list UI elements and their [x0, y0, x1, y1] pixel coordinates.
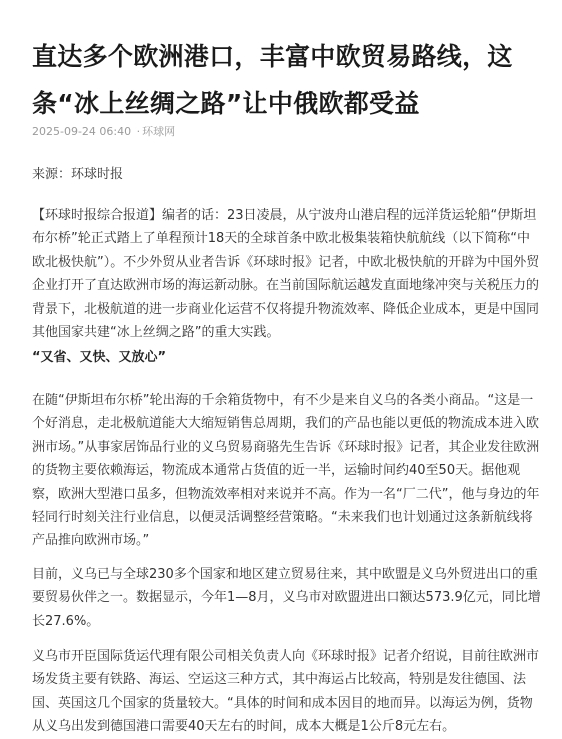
paragraph-intro: 【环球时报综合报道】编者的话：23日凌晨，从宁波舟山港启程的远洋货运轮船“伊斯坦布尔桥”轮正式踏上了单程预计18天的全球首条中欧北极集装箱快航航线（以下简称“中欧北极快航”）。不少外贸从业者告诉《环球时报》记者，中欧北极快航的开辟为中国外贸企业打开了直达欧洲市场的海运新动脉。在当前国际航运越发直面地缘冲突与关税压力的背景下，北极航道的进一步商业化运营不仅将提升物流效率、降低企业成本，更是中国同其他国家共建“冰上丝绸之路”的重大实践。 — [32, 208, 540, 341]
section-subheading: “又省、又快、又放心” — [32, 350, 167, 365]
publish-date: 2025-09-24 06:40 — [32, 125, 132, 138]
meta-separator: · — [136, 125, 141, 138]
paragraph-trade-stats: 目前，义乌已与全球230多个国家和地区建立贸易往来，其中欧盟是义乌外贸进出口的重要贸易伙伴之一。数据显示，今年1—8月，义乌市对欧盟进出口额达573.9亿元，同比增长27.6%。 — [32, 567, 541, 629]
article-source: 来源：环球时报 — [32, 167, 124, 182]
article-title: 直达多个欧洲港口，丰富中欧贸易路线，这条“冰上丝绸之路”让中俄欧都受益 — [32, 42, 513, 118]
paragraph-yiwu-goods: 在随“伊斯坦布尔桥”轮出海的千余箱货物中，有不少是来自义乌的各类小商品。“这是一个好消息，走北极航道能大大缩短销售总周期，我们的产品也能以更低的物流成本进入欧洲市场。”从事家居饰品行业的义乌贸易商骆先生告诉《环球时报》记者，其企业发往欧洲的货物主要依赖海运，物流成本通常占货值的近一半，运输时间约40至50天。据他观察，欧洲大型港口虽多，但物流效率相对来说并不高。作为一名“厂二代”，他与身边的年轻同行时刻关注行业信息，以便灵活调整经营策略。“未来我们也计划通过这条新航线将产品推向欧洲市场。” — [32, 393, 540, 549]
paragraph-freight-agent: 义乌市开臣国际货运代理有限公司相关负责人向《环球时报》记者介绍说，目前往欧洲市场发货主要有铁路、海运、空运这三种方式，其中海运占比较高，特别是发往德国、法国、英国这几个国家的货量较大。“具体的时间和成本因目的地而异。以海运为例，货物从义乌出发到德国港口需要40天左右的时间，成本大概是1公斤8元左右。 — [32, 649, 540, 735]
article-meta — [32, 124, 175, 140]
publisher-link[interactable]: 环球网 — [142, 125, 176, 138]
